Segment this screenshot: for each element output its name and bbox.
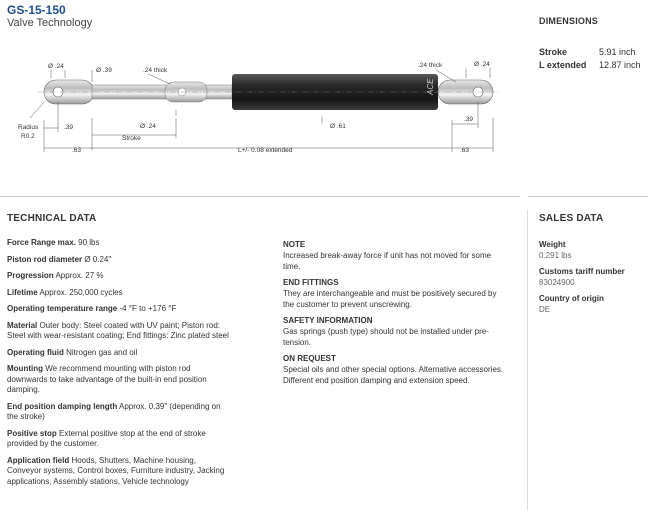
note-block: [283, 353, 505, 386]
label-thick-right: .24 thick: [418, 62, 443, 69]
sales-data-list: [539, 239, 644, 320]
label-dia-rod: Ø .24: [140, 123, 156, 130]
label-39-left: .39: [64, 124, 74, 131]
label-dia-left-eye: Ø .24: [48, 63, 64, 70]
list-item: Application field Hoods, Shutters, Machine housing, Conveyor systems, Control boxes, Furniture industry, Jacking applications, Assembly stations, Vehicle technology: [7, 455, 225, 486]
sales-data-title: SALES DATA: [539, 213, 604, 224]
divider: [528, 196, 648, 197]
divider: [0, 196, 520, 197]
brand-logo: ACE: [426, 78, 435, 95]
note-text: Increased break-away force if unit has not moved for some time.: [283, 251, 492, 271]
sales-value: DE: [539, 305, 551, 314]
label-dia-body: Ø .61: [330, 123, 346, 130]
sales-label: Weight: [539, 240, 566, 249]
label-radius-value: R0.2: [21, 133, 35, 140]
dimension-value: 12.87 inch: [599, 60, 641, 70]
dimension-row-stroke: [539, 47, 636, 57]
gas-spring-drawing: [0, 40, 520, 165]
list-item: Operating temperature range -4 °F to +176 °F: [7, 304, 177, 313]
list-item: Mounting We recommend mounting with piston rod downwards to take advantage of the built-in end position damping.: [7, 364, 207, 394]
notes-column: [283, 239, 505, 391]
label-radius: Radius: [18, 124, 39, 131]
technical-data-list: [7, 238, 232, 493]
dimensions-title: DIMENSIONS: [539, 16, 599, 26]
column-divider: [527, 210, 528, 510]
label-stroke: Stroke: [122, 135, 141, 142]
list-item: Piston rod diameter Ø 0.24": [7, 254, 112, 264]
note-heading: ON REQUEST: [283, 354, 336, 363]
note-text: They are interchangeable and must be positively secured by the customer to prevent unscrewing.: [283, 289, 497, 309]
label-63-left: .63: [72, 147, 82, 154]
sales-label: Customs tariff number: [539, 267, 625, 276]
label-63-right: .63: [460, 147, 470, 154]
note-block: [283, 277, 505, 310]
note-heading: END FITTINGS: [283, 278, 339, 287]
list-item: Progression Approx. 27 %: [7, 271, 104, 280]
sales-value: 83024900: [539, 278, 575, 287]
technical-data-title: TECHNICAL DATA: [7, 213, 97, 224]
note-heading: NOTE: [283, 240, 306, 249]
dimension-row-length: [539, 60, 641, 70]
list-item: Lifetime Approx. 250,000 cycles: [7, 287, 123, 297]
label-dia-piston: Ø .39: [96, 67, 112, 74]
list-item: Operating fluid Nitrogen gas and oil: [7, 347, 138, 357]
note-heading: SAFETY INFORMATION: [283, 316, 373, 325]
label-thick-left: .24 thick: [143, 67, 168, 74]
dimension-value: 5.91 inch: [599, 47, 636, 57]
note-block: [283, 239, 505, 272]
list-item: End position damping length Approx. 0.39" (depending on the stroke): [7, 401, 221, 421]
list-item: Material Outer body: Steel coated with UV paint; Piston rod: Steel with wear-resistant coating; End fittings: Zinc plated steel: [7, 320, 229, 340]
label-dia-right-eye: Ø .24: [474, 61, 490, 68]
note-text: Special oils and other special options. Alternative accessories. Different end position damping and extension speed.: [283, 365, 504, 385]
label-length: L+/- 0.08 extended: [238, 147, 293, 154]
sales-label: Country of origin: [539, 294, 604, 303]
product-title: GS-15-150: [7, 3, 66, 17]
list-item: Force Range max. 90 lbs: [7, 238, 100, 247]
list-item: Positive stop External positive stop at the end of stroke provided by the customer.: [7, 428, 206, 448]
note-text: Gas springs (push type) should not be installed under pre-tension.: [283, 327, 489, 347]
note-block: [283, 315, 505, 348]
dimension-label: Stroke: [539, 47, 568, 57]
product-subtitle: Valve Technology: [7, 17, 93, 29]
sales-value: 0.291 lbs: [539, 251, 572, 260]
dimension-label: L extended: [539, 60, 587, 70]
label-39-right: .39: [464, 116, 474, 123]
